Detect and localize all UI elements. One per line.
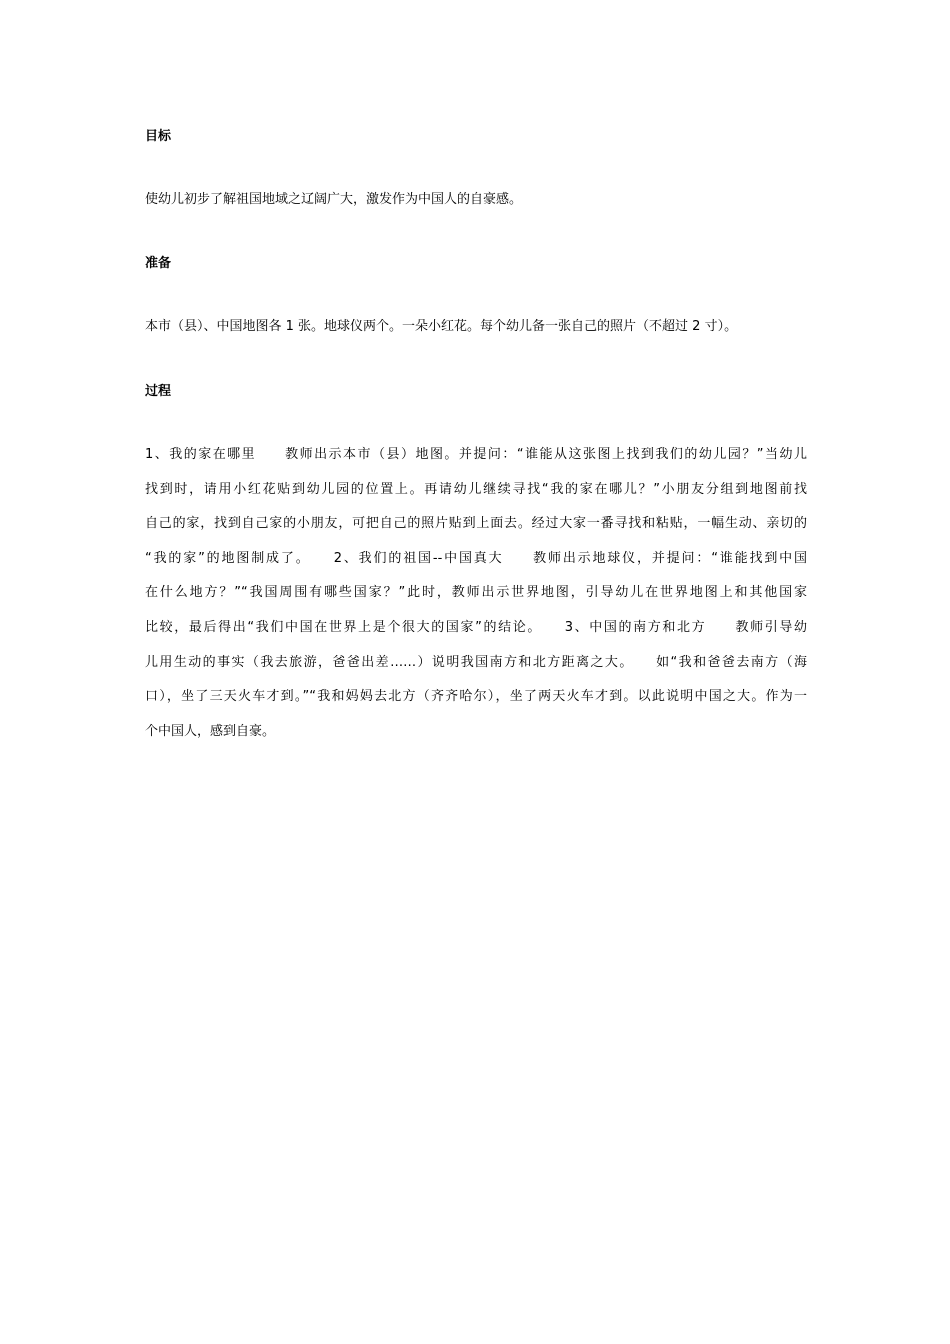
preparation-paragraph: 本市（县）、中国地图各 1 张。地球仪两个。一朵小红花。每个幼儿备一张自己的照片（不超过 2 寸）。 [145,319,738,334]
process-line: 个中国人，感到自豪。 [145,723,276,739]
process-line: 儿用生动的事实（我去旅游，爸爸出差……）说明我国南方和北方距离之大。 如“我和爸爸去南方（海 [145,654,807,670]
section-heading-goal: 目标 [145,129,172,144]
process-line: 找到时，请用小红花贴到幼儿园的位置上。再请幼儿继续寻找“我的家在哪儿？”小朋友分组到地图前找 [145,481,807,497]
section-heading-preparation: 准备 [145,256,172,271]
process-line: 比较，最后得出“我们中国在世界上是个很大的国家”的结论。 3、中国的南方和北方 教师引导幼 [145,619,807,635]
process-line: 自己的家，找到自己家的小朋友，可把自己的照片贴到上面去。经过大家一番寻找和粘贴，一幅生动、亲切的 [145,516,807,532]
process-line: 口），坐了三天火车才到。”“我和妈妈去北方（齐齐哈尔），坐了两天火车才到。以此说明中国之大。作为一 [145,689,807,705]
process-line: “我的家”的地图制成了。 2、我们的祖国--中国真大 教师出示地球仪，并提问：“谁能找到中国 [145,550,807,566]
process-line: 在什么地方？”“我国周围有哪些国家？”此时，教师出示世界地图，引导幼儿在世界地图上和其他国家 [145,585,807,601]
goal-paragraph: 使幼儿初步了解祖国地域之辽阔广大，激发作为中国人的自豪感。 [145,192,523,207]
section-heading-process: 过程 [145,384,172,399]
process-paragraph [145,442,807,753]
process-line: 1、我的家在哪里 教师出示本市（县）地图。并提问：“谁能从这张图上找到我们的幼儿园？”当幼儿 [145,447,807,462]
